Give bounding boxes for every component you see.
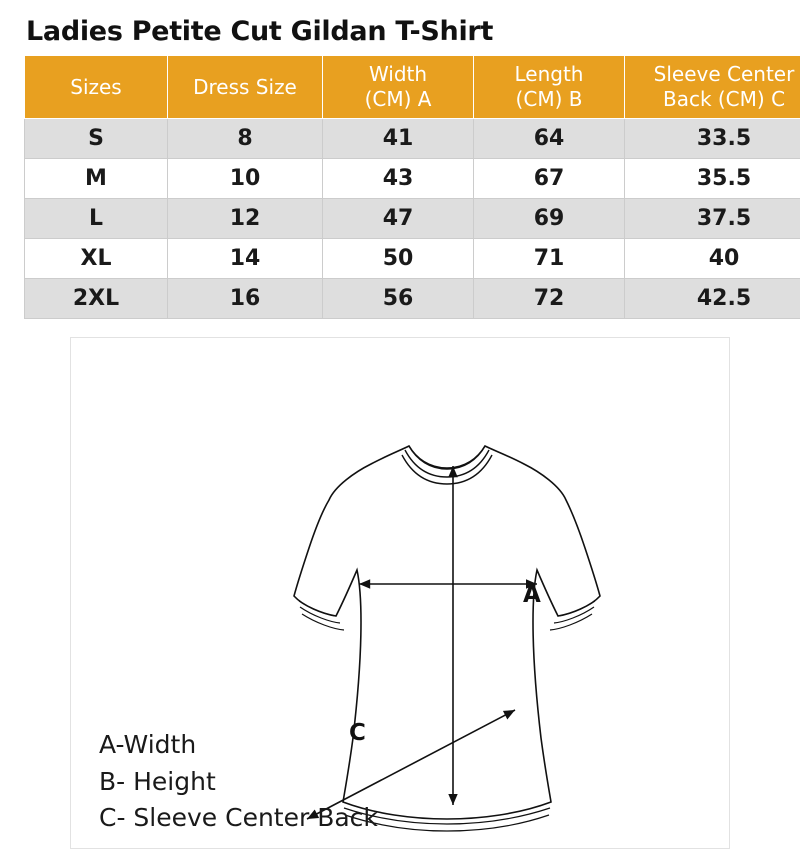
cell-dress-size: 8 — [168, 119, 323, 159]
column-header-length — [474, 56, 625, 119]
cell-length: 64 — [474, 119, 625, 159]
table-row — [25, 159, 800, 199]
cell-size: XL — [25, 239, 168, 279]
label-c: C — [349, 720, 366, 746]
column-header-sleeve-line-2: Back (CM) C — [662, 87, 786, 111]
table-row — [25, 239, 800, 279]
table-row — [25, 279, 800, 319]
column-header-sizes — [25, 56, 168, 119]
measurement-diagram — [70, 337, 730, 849]
column-header-width-line-1: Width — [368, 62, 428, 86]
cell-width: 50 — [323, 239, 474, 279]
column-header-length-line-1: Length — [514, 62, 584, 86]
cell-sleeve: 35.5 — [625, 159, 800, 199]
label-a: A — [523, 582, 541, 608]
cell-dress-size: 14 — [168, 239, 323, 279]
legend-item-a: A-Width — [99, 730, 197, 760]
column-header-sizes-line-1: Sizes — [70, 74, 122, 99]
cell-size: 2XL — [25, 279, 168, 319]
table-row — [25, 119, 800, 159]
legend-item-c: C- Sleeve Center Back — [99, 802, 378, 832]
column-header-dress-size — [168, 56, 323, 119]
cell-sleeve: 37.5 — [625, 199, 800, 239]
cell-width: 47 — [323, 199, 474, 239]
cell-size: L — [25, 199, 168, 239]
table-header — [25, 56, 800, 119]
cell-size: S — [25, 119, 168, 159]
table-header-row — [25, 56, 800, 119]
cell-sleeve: 42.5 — [625, 279, 800, 319]
cell-sleeve: 40 — [625, 239, 800, 279]
cell-width: 41 — [323, 119, 474, 159]
cell-dress-size: 16 — [168, 279, 323, 319]
cell-dress-size: 12 — [168, 199, 323, 239]
cell-width: 43 — [323, 159, 474, 199]
diagram-legend — [99, 727, 378, 836]
column-header-sleeve-center-back — [625, 56, 800, 119]
column-header-length-line-2: (CM) B — [515, 87, 583, 111]
cell-size: M — [25, 159, 168, 199]
column-header-dress-size-line-1: Dress Size — [193, 74, 297, 99]
cell-length: 69 — [474, 199, 625, 239]
size-chart-table — [24, 55, 800, 319]
cell-length: 72 — [474, 279, 625, 319]
cell-length: 71 — [474, 239, 625, 279]
cell-sleeve: 33.5 — [625, 119, 800, 159]
cell-width: 56 — [323, 279, 474, 319]
table-body — [25, 119, 800, 319]
column-header-width — [323, 56, 474, 119]
table-row — [25, 199, 800, 239]
column-header-width-line-2: (CM) A — [364, 87, 432, 111]
column-header-sleeve-line-1: Sleeve Center — [653, 62, 795, 86]
page-title: Ladies Petite Cut Gildan T-Shirt — [26, 16, 494, 47]
legend-item-b: B- Height — [99, 766, 216, 796]
cell-dress-size: 10 — [168, 159, 323, 199]
cell-length: 67 — [474, 159, 625, 199]
